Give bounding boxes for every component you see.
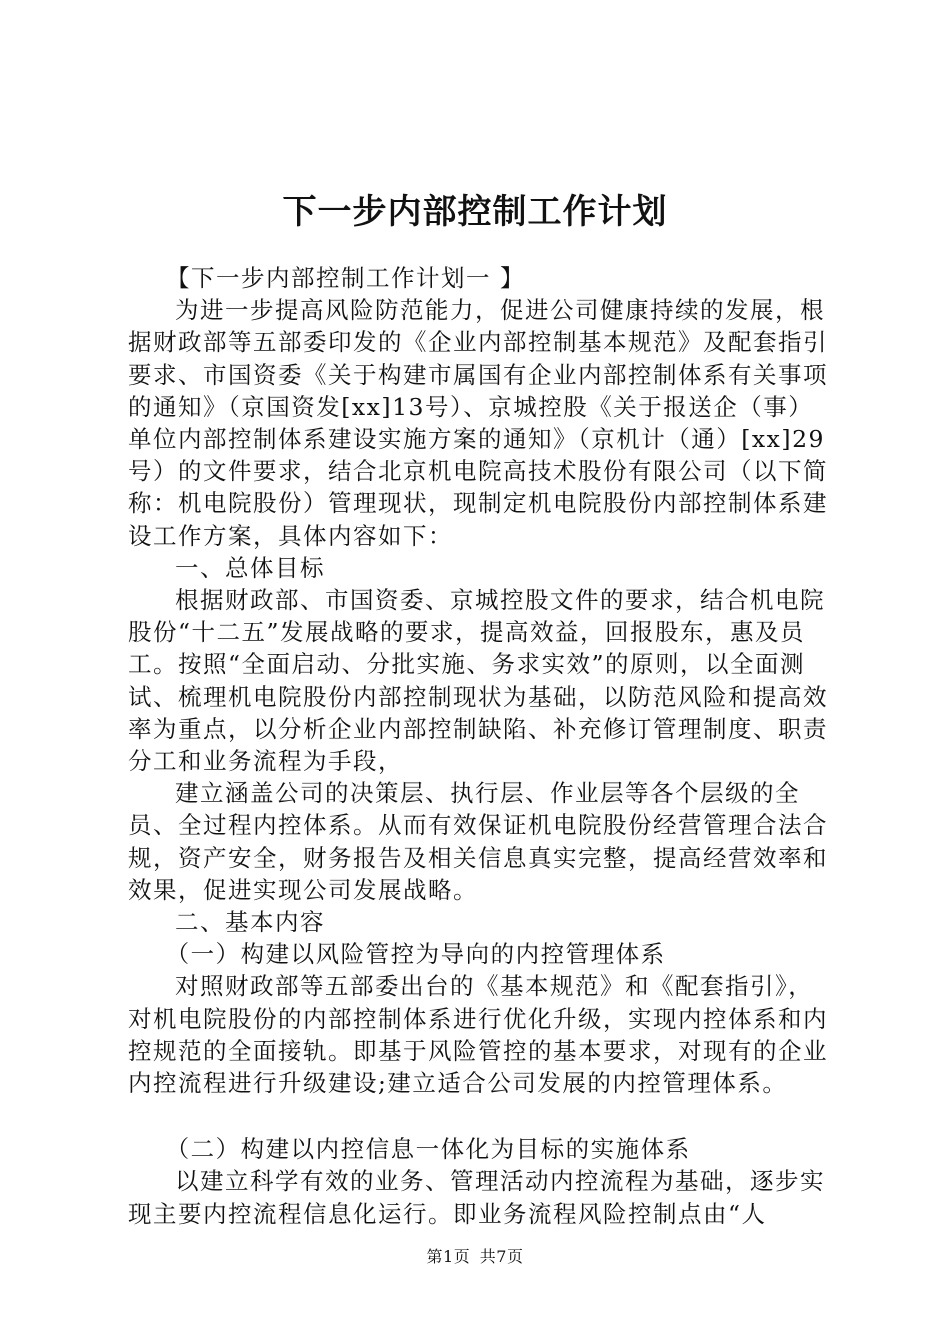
paragraph-intro: 为进一步提高风险防范能力，促进公司健康持续的发展，根据财政部等五部委印发的《企业内部控制基本规范》及配套指引要求、市国资委《关于构建市属国有企业内部控制体系有关事项的通知》（京国资发[xx]13号）、京城控股《关于报送企（事）单位内部控制体系建设实施方案的通知》（京机计（通）[xx]29号）的文件要求，结合北京机电院高技术股份有限公司（以下简称：机电院股份）管理现状，现制定机电院股份内部控制体系建设工作方案，具体内容如下： <box>128 296 828 550</box>
subheading-info-integration: （二）构建以内控信息一体化为目标的实施体系 <box>165 1135 691 1164</box>
document-title: 下一步内部控制工作计划 <box>282 192 668 232</box>
document-body <box>128 262 833 1230</box>
heading-basic-content: 二、基本内容 <box>175 908 325 937</box>
heading-overall-goal: 一、总体目标 <box>175 553 325 582</box>
section-heading-bracket: 【下一步内部控制工作计划一 】 <box>166 264 525 292</box>
page-footer <box>0 1244 950 1267</box>
paragraph-info-integration: 以建立科学有效的业务、管理活动内控流程为基础，逐步实现主要内控流程信息化运行。即业务流程风险控制点由“人 <box>128 1167 825 1228</box>
paragraph-goal-2: 建立涵盖公司的决策层、执行层、作业层等各个层级的全员、全过程内控体系。从而有效保证机电院股份经营管理合法合规，资产安全，财务报告及相关信息真实完整，提高经营效率和效果，促进实现公司发展战略。 <box>128 779 828 904</box>
paragraph-goal-1: 根据财政部、市国资委、京城控股文件的要求，结合机电院股份“十二五”发展战略的要求，提高效益，回报股东，惠及员工。按照“全面启动、分批实施、务求实效”的原则，以全面测试、梳理机电院股份内部控制现状为基础，以防范风险和提高效率为重点，以分析企业内部控制缺陷、补充修订管理制度、职责分工和业务流程为手段， <box>128 586 828 776</box>
page-total: 共7页 <box>479 1247 524 1266</box>
subheading-risk-control: （一）构建以风险管控为导向的内控管理体系 <box>165 940 666 969</box>
paragraph-risk-control: 对照财政部等五部委出台的《基本规范》和《配套指引》，对机电院股份的内部控制体系进行优化升级，实现内控体系和内控规范的全面接轨。即基于风险管控的基本要求，对现有的企业内控流程进行升级建设;建立适合公司发展的内控管理体系。 <box>128 972 828 1098</box>
page-number: 第1页 <box>426 1247 471 1266</box>
